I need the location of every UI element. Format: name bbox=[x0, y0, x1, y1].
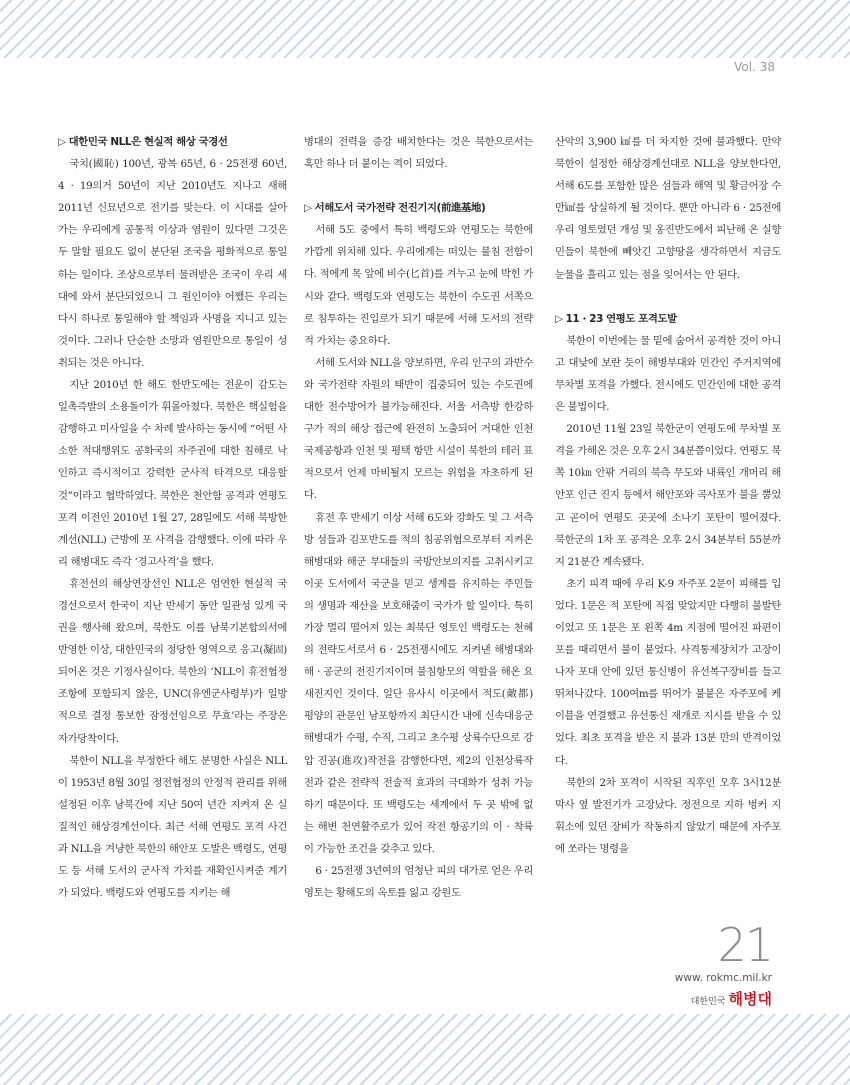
body-paragraph: 지난 2010년 한 해도 한반도에는 전운이 감도는 일촉즉발의 소용돌이가 휘몰아쳤다. 북한은 핵실험을 감행하고 미사일을 수 차례 발사하는 동시에 “어떤 사소한 적대행위도 공화국의 자주권에 대한 침해로 낙인하고 즉시적이고 강력한 군사적 타격으로 대응할 것”이라고 협박하였다. 북한은 천안함 공격과 연평도 포격 이전인 2010년 1월 27, 28일에도 서해 북방한계선(NLL) 근방에 포 사격을 감행했다. 이에 따라 우리 해병대도 즉각 ‘경고사격’을 했다. bbox=[58, 379, 287, 568]
body-paragraph: 서해 5도 중에서 특히 백령도와 연평도는 북한에 가깝게 위치해 있다. 우리에게는 떠있는 불침 전함이다. 적에게 목 앞에 비수(匕首)를 겨누고 눈에 박힌 가시와 같다. 백령도와 연평도는 북한이 수도권 서쪽으로 침투하는 진입로가 되기 때문에 서해 도서의 전략적 가치는 중요하다. bbox=[304, 224, 533, 347]
section-heading bbox=[555, 308, 781, 330]
text-column-1 bbox=[58, 131, 287, 904]
body-paragraph: 휴전 후 반세기 이상 서해 6도와 강화도 및 그 서측방 섬들과 김포반도를 적의 침공위협으로부터 지켜온 해병대와 해군 부대들의 국방안보의지를 고취시키고 이곳 도서에서 국군을 믿고 생계를 유지하는 주민들의 생명과 재산을 보호해줌이 국가가 할 일이다. 특히 가장 멀리 떨어져 있는 최북단 영토인 백령도는 천혜의 전략도서로서 6 · 25전쟁시에도 지켜낸 해병대와 해 · 공군의 전진기지이며 불침항모의 역할을 해온 요새진지인 것이다. 일단 유사시 이곳에서 적도(敵都) 평양의 관문인 남포항까지 최단시간 내에 신속대응군 해병대가 수평, 수직, 그리고 초수평 상륙수단으로 강압 진공(進攻)작전을 감행한다면, 제2의 인천상륙작전과 같은 전략적 전술적 효과의 극대화가 성취 가능하기 때문이다. 또 백령도는 세계에서 두 곳 밖에 없는 해변 천연활주로가 있어 작전 항공기의 이 · 착륙이 가능한 조건을 갖추고 있다. bbox=[304, 511, 533, 855]
top-hatch-band bbox=[0, 0, 850, 58]
body-paragraph: 서해 도서와 NLL을 양보하면, 우리 인구의 과반수와 국가전략 자원의 태반이 집중되어 있는 수도권에 대한 전수방어가 불가능해진다. 서울 서측방 한강하구가 적의 해상 접근에 완전히 노출되어 거대한 인천국제공항과 인천 및 평택 항만 시설이 북한의 테러 표적으로서 언제 마비될지 모르는 위험을 자초하게 된다. bbox=[304, 356, 533, 502]
body-paragraph: 병대의 전력을 증강 배치한다는 것은 북한으로서는 혹만 하나 더 붙이는 격이 되었다. bbox=[304, 136, 533, 171]
body-paragraph: 6 · 25전쟁 3년여의 엄청난 피의 대가로 얻은 우리 영토는 황해도의 옥토를 잃고 강원도 bbox=[304, 865, 533, 900]
section-heading-text: 서해도서 국가전략 전진기지(前進基地) bbox=[314, 202, 486, 215]
section-heading bbox=[304, 197, 533, 219]
body-paragraph: 산악의 3,900 ㎢를 더 차지한 것에 불과했다. 만약 북한이 설정한 해상경계선대로 NLL을 양보한다면, 서해 6도를 포함한 많은 섬들과 해역 및 황금어장 수만㎢를 상실하게 될 것이다. 뿐만 아니라 6 · 25전에 우리 영토였던 개성 및 옹진반도에서 피난해 온 실향민들이 북한에 빼앗긴 고향땅을 생각하면서 지금도 눈물을 흘리고 있는 점을 잊어서는 안 된다. bbox=[555, 136, 781, 281]
text-column-3 bbox=[555, 131, 781, 860]
body-paragraph: 2010년 11월 23일 북한군이 연평도에 무차별 포격을 가해온 것은 오후 2시 34분쯤이었다. 연평도 북쪽 10㎞ 안팎 거리의 북측 무도와 내륙인 개머리 해안포 인근 진지 등에서 해안포와 곡사포가 불을 뿜었고 곧이어 연평도 곳곳에 소나기 포탄이 떨어졌다. 북한군의 1차 포 공격은 오후 2시 34분부터 55분까지 21분간 계속됐다. bbox=[555, 423, 781, 568]
triangle-bullet-icon: ▷ bbox=[58, 136, 66, 148]
brand-logo bbox=[691, 988, 772, 1009]
bottom-hatch-band bbox=[0, 1014, 850, 1085]
body-paragraph: 국치(國恥) 100년, 광복 65년, 6 · 25전쟁 60년, 4 · 19의거 50년이 지난 2010년도 지나고 새해 2011년 신묘년으로 전기를 맞는다. 이 시대를 살아가는 우리에게 공통적 이상과 염원이 있다면 그것은 두 말할 필요도 없이 분단된 조국을 평화적으로 통일하는 일이다. 조상으로부터 물려받은 조국이 우리 세대에 와서 분단되었으니 그 원인이야 어쨌든 우리는 다시 하나로 통일해야 할 책임과 사명을 지니고 있는 것이다. 그러나 단순한 소망과 염원만으로 통일이 성취되는 것은 아니다. bbox=[58, 158, 287, 369]
text-column-2 bbox=[304, 131, 533, 904]
body-paragraph: 초기 피격 때에 우리 K-9 자주포 2문이 피해를 입었다. 1문은 적 포탄에 직접 맞았지만 다행히 불발탄이었고 또 1문은 포 왼쪽 4m 지점에 떨어진 파편이 포를 때리면서 불이 붙었다. 사격통제장치가 고장이 나자 포대 안에 있던 통신병이 유선복구장비를 들고 뛰쳐나갔다. 100여m를 뛰어가 불붙은 자주포에 케이블을 연결했고 유선통신 재개로 지시를 받을 수 있었다. 최초 포격을 받은 지 불과 13분 만의 반격이었다. bbox=[555, 577, 781, 767]
brand-name: 해병대 bbox=[728, 990, 772, 1008]
site-url-link[interactable]: www. rokmc.mil.kr bbox=[674, 972, 772, 984]
body-paragraph: 북한이 NLL을 부정한다 해도 분명한 사실은 NLL이 1953년 8월 30일 정전협정의 안정적 관리를 위해 설정된 이후 남북간에 지난 50여 년간 지켜져 온 실질적인 해상경계선이다. 최근 서해 연평도 포격 사건과 NLL을 겨냥한 북한의 해안포 도발은 백령도, 연평도 등 서해 도서의 군사적 가치를 재확인시켜준 계기가 되었다. 백령도와 연평도를 지키는 해 bbox=[58, 754, 287, 900]
page-number: 21 bbox=[717, 918, 772, 972]
body-paragraph: 휴전선의 해상연장선인 NLL은 엄연한 현실적 국경선으로서 한국이 지난 반세기 동안 일관성 있게 국권을 행사해 왔으며, 북한도 이를 남북기본합의서에 반영한 이상, 대한민국의 정당한 영역으로 응고(凝固)되어온 것은 기정사실이다. 북한의 ‘NLL이 휴전협정 조항에 포함되지 않은, UNC(유엔군사령부)가 일방적으로 결정 통보한 잠정선임으로 무효’라는 주장은 자가당착이다. bbox=[58, 577, 287, 745]
section-heading-text: 11 · 23 연평도 포격도발 bbox=[565, 312, 677, 325]
section-heading-text: 대한민국 NLL은 현실적 해상 국경선 bbox=[68, 136, 228, 148]
body-paragraph: 북한이 이번에는 물 밑에 숨어서 공격한 것이 아니고 대낮에 보란 듯이 해병부대와 민간인 주거지역에 무차별 포격을 가했다. 전시에도 민간인에 대한 공격은 불법이다. bbox=[555, 334, 781, 414]
volume-label: Vol. 38 bbox=[734, 60, 775, 74]
triangle-bullet-icon: ▷ bbox=[555, 312, 563, 325]
brand-prefix: 대한민국 bbox=[690, 997, 726, 1007]
section-heading bbox=[58, 131, 287, 153]
triangle-bullet-icon: ▷ bbox=[304, 202, 312, 215]
body-paragraph: 북한의 2차 포격이 시작된 직후인 오후 3시12분 막사 옆 발전기가 고장났다. 정전으로 지하 벙커 지휘소에 있던 장비가 작동하지 않았기 때문에 자주포에 쏘라는 명령을 bbox=[555, 776, 781, 855]
